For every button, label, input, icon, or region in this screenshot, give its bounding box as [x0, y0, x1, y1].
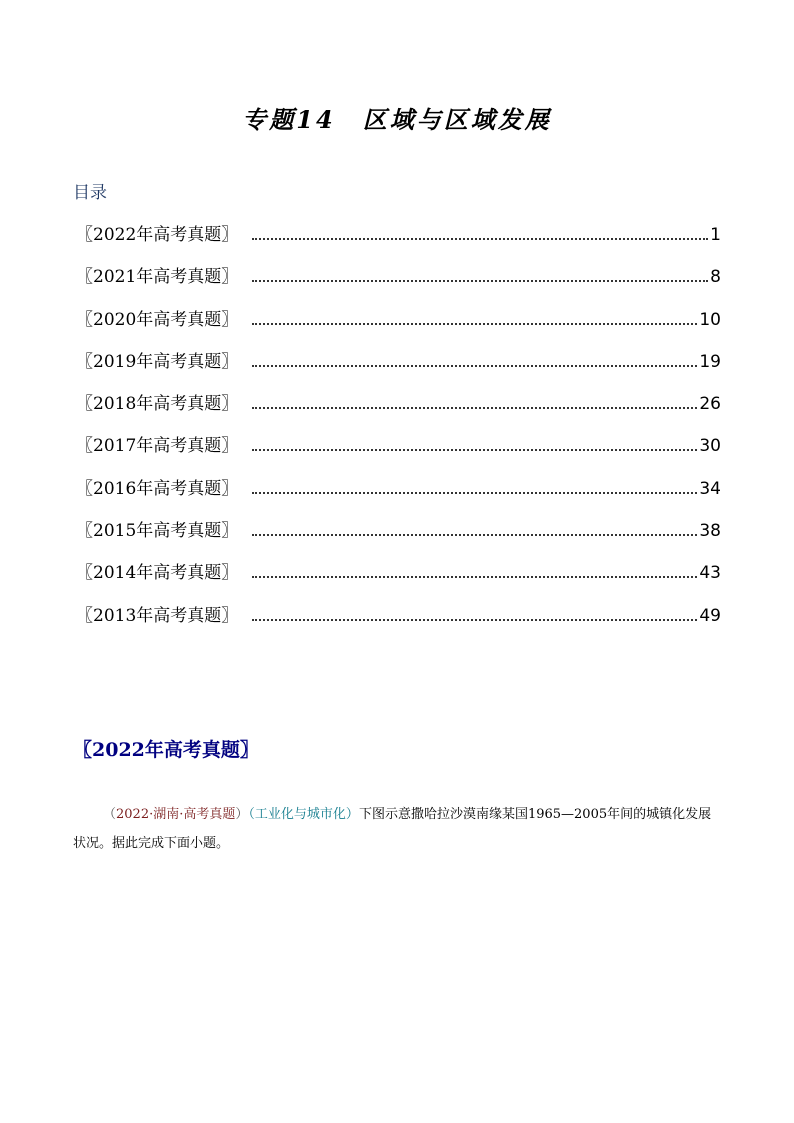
toc-leader-dots	[252, 322, 697, 325]
toc-entry-label: 〖2021年高考真题〗	[76, 267, 239, 288]
toc-entry-2021[interactable]	[76, 262, 721, 304]
toc-entry-label: 〖2022年高考真题〗	[76, 225, 239, 245]
toc-leader-dots	[252, 237, 708, 240]
toc-leader-dots	[252, 575, 697, 578]
toc-leader-dots	[252, 618, 697, 621]
toc-entry-label: 〖2018年高考真题〗	[76, 394, 239, 415]
toc-page-number: 43	[699, 563, 721, 584]
toc-page-number: 34	[699, 478, 721, 499]
toc-page-number: 49	[699, 605, 721, 626]
question-source: 2022·湖南·高考真题	[116, 807, 236, 822]
toc-entry-label: 〖2013年高考真题〗	[76, 605, 239, 626]
toc-page-number: 8	[710, 267, 721, 288]
toc-entry-label: 〖2015年高考真题〗	[76, 521, 239, 542]
toc-entry-2019[interactable]	[76, 347, 721, 389]
toc-entry-label: 〖2016年高考真题〗	[76, 478, 239, 499]
table-of-contents	[76, 220, 721, 643]
toc-entry-label: 〖2014年高考真题〗	[76, 563, 239, 584]
toc-heading: 目录	[73, 183, 107, 203]
toc-leader-dots	[252, 406, 697, 409]
toc-page-number: 38	[699, 521, 721, 542]
question-open-paren: （	[103, 807, 117, 822]
toc-leader-dots	[252, 279, 708, 282]
document-title: 专题14 区域与区域发展	[242, 105, 552, 134]
toc-entry-2022[interactable]	[76, 220, 721, 262]
question-topic: 工业化与城市化	[254, 807, 346, 822]
question-topic-open: （	[248, 807, 255, 822]
question-topic-close: ）	[345, 807, 359, 822]
section-heading: 〖2022年高考真题〗	[73, 739, 259, 761]
toc-page-number: 1	[710, 225, 721, 245]
toc-entry-2013[interactable]	[76, 601, 721, 643]
toc-entry-2017[interactable]	[76, 431, 721, 473]
question-close-paren: ）	[235, 807, 249, 822]
toc-page-number: 30	[699, 436, 721, 457]
question-text: 下图示意撒哈拉沙漠南缘某国1965—2005年间的城镇化发展状况。据此完成下面小题。	[73, 807, 712, 851]
toc-leader-dots	[252, 533, 697, 536]
question-stem	[73, 800, 721, 858]
toc-entry-2014[interactable]	[76, 558, 721, 600]
toc-entry-2016[interactable]	[76, 474, 721, 516]
toc-entry-label: 〖2017年高考真题〗	[76, 436, 239, 457]
toc-entry-label: 〖2019年高考真题〗	[76, 351, 239, 372]
toc-page-number: 19	[699, 351, 721, 372]
toc-entry-2015[interactable]	[76, 516, 721, 558]
toc-leader-dots	[252, 491, 697, 494]
toc-leader-dots	[252, 448, 697, 451]
toc-leader-dots	[252, 364, 697, 367]
toc-entry-2018[interactable]	[76, 389, 721, 431]
toc-entry-2020[interactable]	[76, 305, 721, 347]
toc-page-number: 10	[699, 309, 721, 330]
toc-entry-label: 〖2020年高考真题〗	[76, 309, 239, 330]
toc-page-number: 26	[699, 394, 721, 415]
